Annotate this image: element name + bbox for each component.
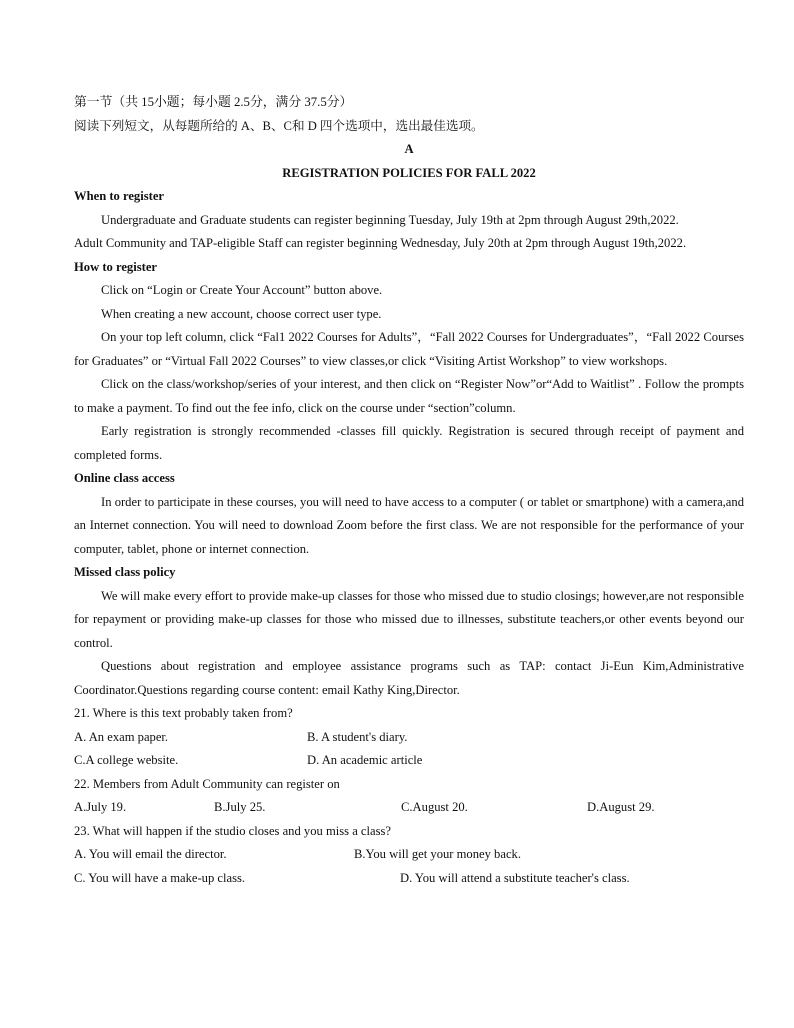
section-title: 第一节（共 15小题；每小题 2.5分，满分 37.5分） bbox=[74, 95, 353, 109]
how-to-register-heading: How to register bbox=[74, 259, 157, 274]
missed-class-paragraph: We will make every effort to provide make-up classes for those who missed due to studio closings; however,are not responsible for repayment or providing make-up classes for those who missed due to illnesses, substitute teachers,or other events beyond our control. bbox=[74, 588, 744, 650]
question-23-options-row-1 bbox=[74, 843, 744, 867]
question-23-option-c: C. You will have a make-up class. bbox=[74, 870, 246, 885]
online-access-heading: Online class access bbox=[74, 471, 175, 485]
section-instruction: 阅读下列短文，从每题所给的 A、B、C和 D 四个选项中，选出最佳选项。 bbox=[74, 118, 484, 133]
question-23-option-d: D. You will attend a substitute teacher's class. bbox=[400, 870, 630, 885]
question-21-options-row-2 bbox=[74, 749, 744, 773]
question-23-option-b: B.You will get your money back. bbox=[354, 847, 521, 861]
question-23-option-a: A. You will email the director. bbox=[74, 847, 227, 861]
question-22-option-a: A.July 19. bbox=[74, 800, 127, 814]
when-paragraph-line-1: Undergraduate and Graduate students can register beginning Tuesday, July 19th at 2pm through August 29th,2022. bbox=[101, 212, 679, 227]
contact-paragraph: Questions about registration and employee assistance programs such as TAP: contact Ji-Eun Kim,Administrative Coordinator.Questions regarding course content: email Kathy King,Director. bbox=[74, 659, 744, 697]
question-22-option-c: C.August 20. bbox=[401, 800, 468, 814]
question-21-option-d: D. An academic article bbox=[307, 753, 423, 767]
how-step-login: Click on “Login or Create Your Account” button above. bbox=[101, 283, 383, 297]
exam-page bbox=[74, 91, 744, 890]
question-22-options-row bbox=[74, 796, 744, 820]
question-23-stem: 23. What will happen if the studio closes and you miss a class? bbox=[74, 823, 392, 838]
passage-label: A bbox=[404, 142, 414, 156]
how-step-course-list: On your top left column, click “Fal1 2022 Courses for Adults”，“Fall 2022 Courses for Undergraduates”，“Fall 2022 Courses for Graduates” or “Virtual Fall 2022 Courses” to view classes,or click “Visiting Artist Workshop” to view workshops. bbox=[74, 330, 744, 368]
when-paragraph-line-2: Adult Community and TAP-eligible Staff can register beginning Wednesday, July 20th at 2pm through August 19th,2022. bbox=[74, 236, 687, 250]
question-23-options-row-2 bbox=[74, 867, 744, 891]
how-early-registration: Early registration is strongly recommended -classes fill quickly. Registration is secured through receipt of payment and completed forms. bbox=[74, 424, 744, 462]
question-21-options-row-1 bbox=[74, 726, 744, 750]
question-21-stem: 21. Where is this text probably taken from? bbox=[74, 706, 293, 720]
question-21-option-b: B. A student's diary. bbox=[307, 729, 408, 744]
how-step-register: Click on the class/workshop/series of your interest, and then click on “Register Now”or“Add to Waitlist” . Follow the prompts to make a payment. To find out the fee info, click on the course under “section”column. bbox=[74, 377, 744, 415]
question-22-stem: 22. Members from Adult Community can register on bbox=[74, 776, 340, 791]
question-21-option-c: C.A college website. bbox=[74, 753, 179, 767]
when-to-register-heading: When to register bbox=[74, 189, 165, 203]
question-22-option-b: B.July 25. bbox=[214, 800, 266, 814]
question-22-option-d: D.August 29. bbox=[587, 800, 655, 814]
missed-class-heading: Missed class policy bbox=[74, 565, 176, 579]
online-access-paragraph: In order to participate in these courses, you will need to have access to a computer ( or tablet or smartphone) with a camera,and an Internet connection. You will need to download Zoom before the first class. We are not responsible for the performance of your computer, tablet, phone or internet connection. bbox=[74, 494, 744, 556]
question-21-option-a: A. An exam paper. bbox=[74, 729, 169, 744]
how-step-account-type: When creating a new account, choose correct user type. bbox=[101, 306, 382, 321]
passage-title: REGISTRATION POLICIES FOR FALL 2022 bbox=[282, 165, 536, 180]
